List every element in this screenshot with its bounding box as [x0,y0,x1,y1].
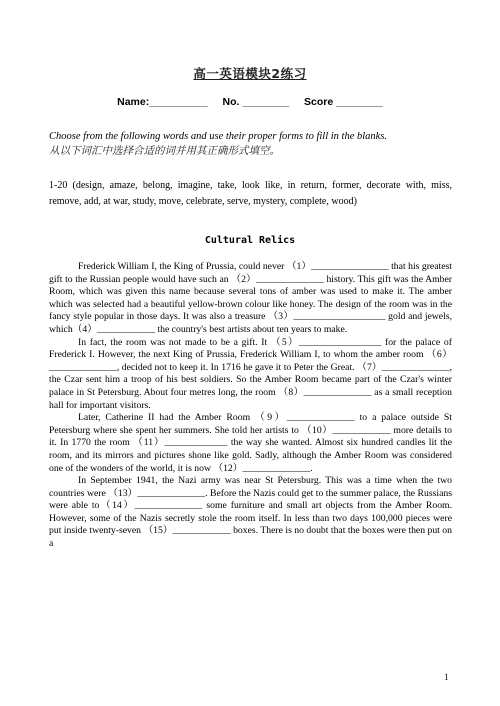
passage-title: Cultural Relics [204,235,296,246]
paragraph: In September 1941, the Nazi army was near St Petersburg. This was a time when the two countries were （13）______________. Before the Nazis could get to the summer palace, the Russians were able to（14）______________ some furniture and small art objects from the Amber Room. However, some of the Nazis secretly stole the room itself. In less than two days 100,000 pieces were put inside twenty-seven （15）____________ boxes. There is no doubt that the boxes were then put on a [49,475,452,550]
number-field: No. ________ [222,96,290,108]
instructions-english: Choose from the following words and use their proper forms to fill in the blanks. [49,131,388,142]
score-field: Score ________ [304,96,383,108]
word-list: 1-20 (design, amaze, belong, imagine, take, look like, in return, former, decorate with, miss, remove, add, at war, study, move, celebrate, serve, mystery, complete, wood) [49,180,452,207]
instructions-chinese: 从以下词汇中选择合适的词并用其正确形式填空。 [49,146,280,157]
paragraph: In fact, the room was not made to be a gift. It （5）_________________ for the palace of Frederick I. However, the next King of Prussia, Frederick William I, to whom the amber room （6）______________, decided not to keep it. In 1716 he gave it to Peter the Great. （7）______________, the Czar sent him a troop of his best soldiers. So the Amber Room became part of the Czar's winter palace in St Petersburg. About four metres long, the room （8）______________ as a small reception hall for important visitors. [49,336,452,411]
name-field: Name:__________ [117,96,208,108]
student-info-line [0,96,500,108]
page-number: 1 [444,672,449,682]
passage-body [49,261,452,551]
page-title: 高一英语模块2练习 [193,66,307,81]
paragraph: Later, Catherine II had the Amber Room （9）______________ to a palace outside St Petersburg where she spent her summers. She told her artists to （10）____________ more details to it. In 1770 the room （11）_____________ the way she wanted. Almost six hundred candles lit the room, and its mirrors and pictures shone like gold. Sadly, although the Amber Room was considered one of the wonders of the world, it is now （12）______________. [49,412,452,474]
paragraph: Frederick William I, the King of Prussia, could never （1）________________ that his greatest gift to the Russian people would have such an （2）______________ history. This gift was the Amber Room, which was given this name because several tons of amber was used to make it. The amber which was selected had a beautiful yellow-brown colour like honey. The design of the room was in the fancy style popular in those days. It was also a treasure （3）___________________ gold and jewels, which（4）____________ the country's best artists about ten years to make. [49,261,452,335]
